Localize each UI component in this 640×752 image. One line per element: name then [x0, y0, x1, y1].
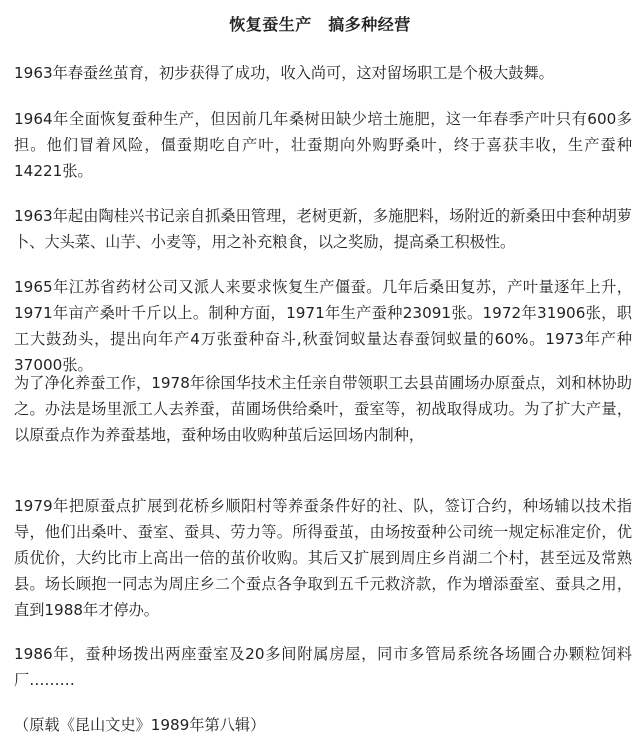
paragraph-mulberry-management: 1963年起由陶桂兴书记亲自抓桑田管理，老树更新，多施肥料，场附近的新桑田中套种胡萝卜、大头菜、山芋、小麦等，用之补充粮食，以之奖励，提高桑工积极性。 [14, 207, 632, 251]
source-citation: （原载《昆山文史》1989年第八辑） [14, 716, 266, 734]
paragraph-1978-original-silkworm-site: 为了净化养蚕工作，1978年徐国华技术主任亲自带领职工去县苗圃场办原蚕点，刘和林协助之。办法是场里派工人去养蚕，苗圃场供给桑叶，蚕室等，初战取得成功。为了扩大产量，以原蚕点作为养蚕基地，蚕种场由收购种茧后运回场内制种， [14, 374, 632, 444]
paragraph-1965-production: 1965年江苏省药材公司又派人来要求恢复生产僵蚕。几年后桑田复苏，产叶量逐年上升，1971年亩产桑叶千斤以上。制种方面，1971年生产蚕种23091张。1972年31906张，职工大鼓劲头，提出向年产4万张蚕种奋斗,秋蚕饲蚁量达春蚕饲蚁量的60%。1973年产种37000张。 [14, 278, 632, 374]
paragraph-1963-silkworm-rearing: 1963年春蚕丝茧育，初步获得了成功，收入尚可，这对留场职工是个极大鼓舞。 [14, 64, 554, 82]
paragraph-1986-feed-factory: 1986年，蚕种场拨出两座蚕室及20多间附属房屋，同市多管局系统各场圃合办颗粒饲料厂……… [14, 645, 632, 689]
paragraph-1964-restoration: 1964年全面恢复蚕种生产，但因前几年桑树田缺少培土施肥，这一年春季产叶只有600多担。他们冒着风险，僵蚕期吃自产叶，壮蚕期向外购野桑叶，终于喜获丰收，生产蚕种14221张。 [14, 110, 632, 180]
paragraph-1979-expansion: 1979年把原蚕点扩展到花桥乡顺阳村等养蚕条件好的社、队，签订合约，种场辅以技术指导，他们出桑叶、蚕室、蚕具、劳力等。所得蚕茧，由场按蚕种公司统一规定标准定价，优质优价，大约比市上高出一倍的茧价收购。其后又扩展到周庄乡肖湖二个村，甚至远及常熟县。场长顾抱一同志为周庄乡二个蚕点各争取到五千元救济款，作为增添蚕室、蚕具之用，直到1988年才停办。 [14, 497, 632, 619]
article-title: 恢复蚕生产 搞多种经营 [229, 15, 411, 34]
